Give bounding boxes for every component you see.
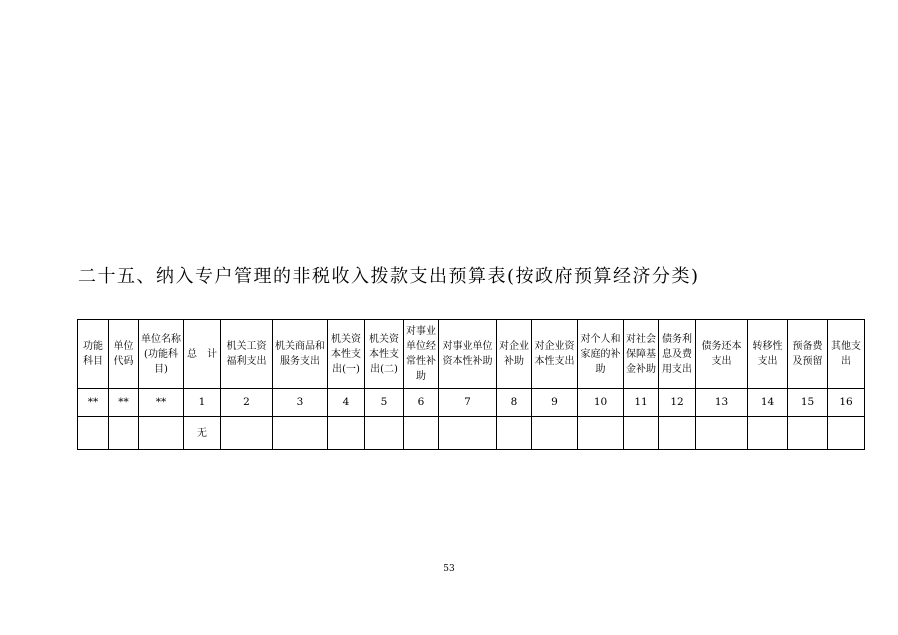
data-cell	[748, 417, 788, 450]
data-cell	[578, 417, 624, 450]
header-cell: 机关资本性支出(一)	[328, 320, 365, 389]
header-cell: 其他支出	[828, 320, 865, 389]
column-number-cell: 2	[221, 389, 273, 417]
data-cell	[221, 417, 273, 450]
column-number-cell: 3	[273, 389, 328, 417]
column-number-cell: 7	[439, 389, 497, 417]
header-cell: 债务利息及费用支出	[659, 320, 696, 389]
data-cell	[109, 417, 139, 450]
column-number-cell: 15	[788, 389, 828, 417]
header-cell: 对企业资本性支出	[532, 320, 578, 389]
data-cell	[532, 417, 578, 450]
column-number-cell: 9	[532, 389, 578, 417]
data-cell	[788, 417, 828, 450]
data-cell	[328, 417, 365, 450]
header-cell: 机关商品和服务支出	[273, 320, 328, 389]
header-cell: 总 计	[184, 320, 221, 389]
column-number-row	[78, 389, 865, 417]
header-cell: 对事业单位资本性补助	[439, 320, 497, 389]
column-number-cell: 10	[578, 389, 624, 417]
table-row	[78, 417, 865, 450]
data-cell	[365, 417, 404, 450]
header-cell: 单位名称(功能科目)	[139, 320, 184, 389]
data-cell	[696, 417, 748, 450]
data-cell	[139, 417, 184, 450]
header-cell: 对企业补助	[497, 320, 532, 389]
column-number-cell: 14	[748, 389, 788, 417]
header-cell: 单位代码	[109, 320, 139, 389]
header-cell: 功能科目	[78, 320, 109, 389]
data-cell	[439, 417, 497, 450]
column-number-cell: 12	[659, 389, 696, 417]
header-cell: 对事业单位经常性补助	[404, 320, 439, 389]
column-number-cell: **	[109, 389, 139, 417]
header-cell: 对社会保障基金补助	[624, 320, 659, 389]
table-title: 二十五、纳入专户管理的非税收入拨款支出预算表(按政府预算经济分类)	[78, 266, 700, 287]
total-value-cell: 无	[184, 417, 221, 450]
column-number-cell: 11	[624, 389, 659, 417]
header-cell: 债务还本支出	[696, 320, 748, 389]
header-cell: 对个人和家庭的补助	[578, 320, 624, 389]
column-number-cell: 13	[696, 389, 748, 417]
data-cell	[624, 417, 659, 450]
data-cell	[78, 417, 109, 450]
budget-table	[77, 319, 865, 450]
column-number-cell: **	[139, 389, 184, 417]
column-number-cell: 5	[365, 389, 404, 417]
column-number-cell: 4	[328, 389, 365, 417]
column-number-cell: 1	[184, 389, 221, 417]
data-cell	[659, 417, 696, 450]
header-cell: 机关资本性支出(二)	[365, 320, 404, 389]
header-cell: 转移性支出	[748, 320, 788, 389]
column-number-cell: **	[78, 389, 109, 417]
page-number: 53	[443, 564, 455, 574]
header-row	[78, 320, 865, 389]
column-number-cell: 6	[404, 389, 439, 417]
header-cell: 机关工资福利支出	[221, 320, 273, 389]
column-number-cell: 8	[497, 389, 532, 417]
column-number-cell: 16	[828, 389, 865, 417]
data-cell	[828, 417, 865, 450]
data-cell	[273, 417, 328, 450]
data-cell	[497, 417, 532, 450]
data-cell	[404, 417, 439, 450]
header-cell: 预备费及预留	[788, 320, 828, 389]
